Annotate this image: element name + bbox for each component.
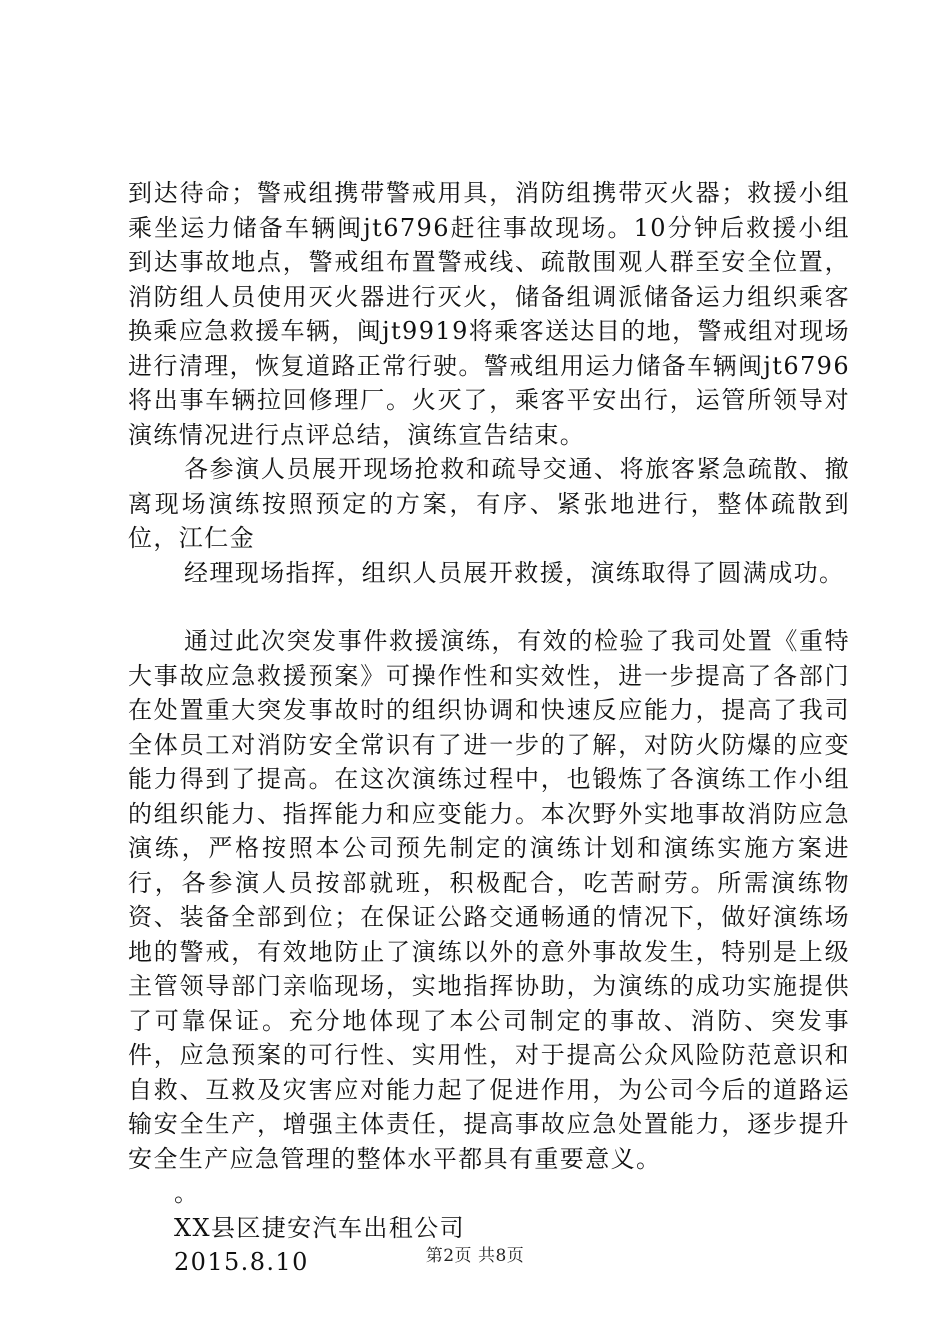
paragraph-summary: 通过此次突发事件救援演练，有效的检验了我司处置《重特大事故应急救援预案》可操作性和实效性，进一步提高了各部门在处置重大突发事故时的组织协调和快速反应能力，提高了我司全体员工对消防安全常识有了进一步的了解，对防火防爆的应变能力得到了提高。在这次演练过程中，也锻炼了各演练工作小组的组织能力、指挥能力和应变能力。本次野外实地事故消防应急演练，严格按照本公司预先制定的演练计划和演练实施方案进行，各参演人员按部就班，积极配合，吃苦耐劳。所需演练物资、装备全部到位；在保证公路交通畅通的情况下，做好演练场地的警戒，有效地防止了演练以外的意外事故发生，特别是上级主管领导部门亲临现场，实地指挥协助，为演练的成功实施提供了可靠保证。充分地体现了本公司制定的事故、消防、突发事件，应急预案的可行性、实用性，对于提高公众风险防范意识和自救、互救及灾害应对能力起了促进作用，为公司今后的道路运输安全生产，增强主体责任，提高事故应急处置能力，逐步提升安全生产应急管理的整体水平都具有重要意义。 <box>128 627 850 1173</box>
paragraph-command: 经理现场指挥，组织人员展开救援，演练取得了圆满成功。 <box>184 558 845 587</box>
document-body <box>128 176 850 1280</box>
period-line: 。 <box>174 1179 200 1207</box>
paragraph-rescue-process: 到达待命；警戒组携带警戒用具，消防组携带灭火器；救援小组乘坐运力储备车辆闽jt6796赶往事故现场。10分钟后救援小组到达事故地点，警戒组布置警戒线、疏散围观人群至安全位置，消防组人员使用灭火器进行灭火，储备组调派储备运力组织乘客换乘应急救援车辆，闽jt9919将乘客送达目的地，警戒组对现场进行清理，恢复道路正常行驶。警戒组用运力储备车辆闽jt6796将出事车辆拉回修理厂。火灭了，乘客平安出行，运管所领导对演练情况进行点评总结，演练宣告结束。 <box>128 179 850 449</box>
document-date: 2015.8.10 <box>174 1248 309 1276</box>
paragraph-spacer <box>128 590 850 624</box>
company-signature: XX县区捷安汽车出租公司 <box>174 1213 465 1242</box>
page-number-footer: 第2页 共8页 <box>425 1246 525 1266</box>
paragraph-evacuation: 各参演人员展开现场抢救和疏导交通、将旅客紧急疏散、撤离现场演练按照预定的方案，有序、紧张地进行，整体疏散到位，江仁金 <box>128 455 850 552</box>
